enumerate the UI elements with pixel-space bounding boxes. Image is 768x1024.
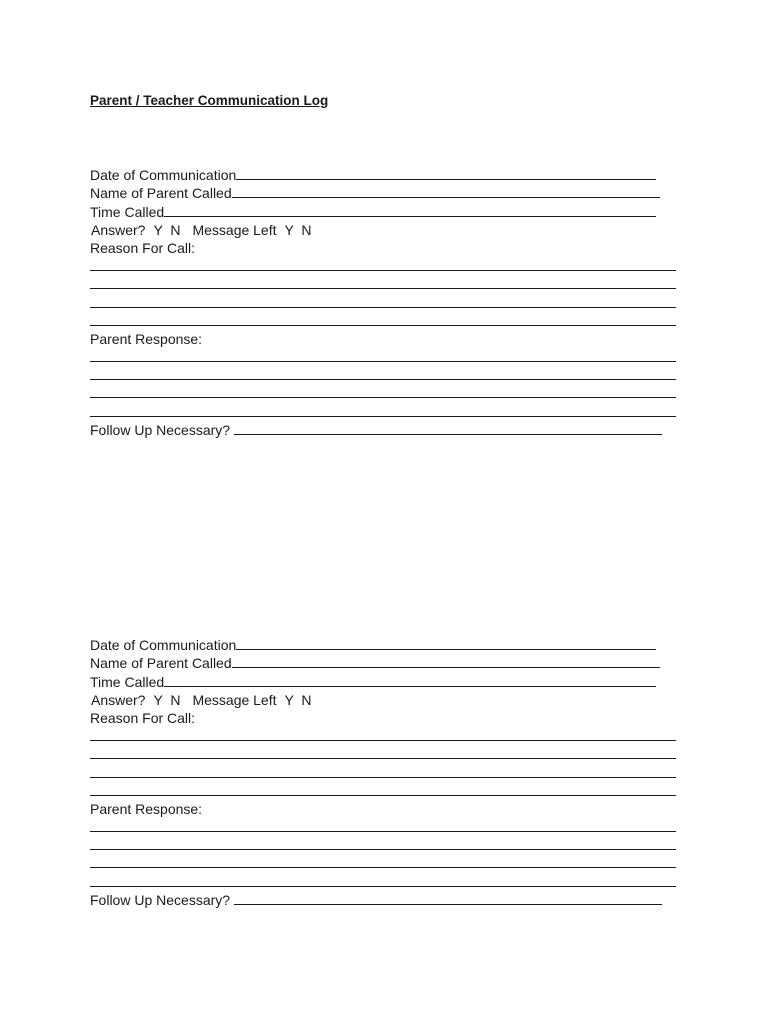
parent-name-label: Name of Parent Called xyxy=(90,185,232,202)
time-label: Time Called xyxy=(90,203,165,220)
reason-line[interactable] xyxy=(90,311,680,329)
time-label: Time Called xyxy=(90,673,165,690)
followup-row xyxy=(90,890,680,908)
followup-row xyxy=(90,420,680,438)
log-entry-1 xyxy=(90,165,680,438)
followup-label: Follow Up Necessary? xyxy=(90,421,231,438)
reason-row xyxy=(90,238,680,256)
reason-line[interactable] xyxy=(90,762,680,780)
date-row xyxy=(90,165,680,183)
log-entry-2 xyxy=(90,635,680,908)
response-line[interactable] xyxy=(90,347,680,365)
reason-line[interactable] xyxy=(90,274,680,292)
time-row xyxy=(90,671,680,689)
parent-name-blank[interactable] xyxy=(232,197,660,198)
reason-line[interactable] xyxy=(90,744,680,762)
answer-options[interactable]: Y N xyxy=(153,691,181,708)
reason-label: Reason For Call: xyxy=(90,709,196,726)
parent-name-row xyxy=(90,653,680,671)
message-left-label: Message Left xyxy=(192,221,277,238)
date-row xyxy=(90,635,680,653)
response-row xyxy=(90,799,680,817)
date-label: Date of Communication xyxy=(90,167,237,184)
reason-line[interactable] xyxy=(90,726,680,744)
response-line[interactable] xyxy=(90,401,680,419)
response-label: Parent Response: xyxy=(90,800,203,817)
response-label: Parent Response: xyxy=(90,330,203,347)
reason-label: Reason For Call: xyxy=(90,239,196,256)
reason-row xyxy=(90,708,680,726)
message-left-options[interactable]: Y N xyxy=(284,691,312,708)
date-blank[interactable] xyxy=(236,649,656,650)
reason-line[interactable] xyxy=(90,292,680,310)
reason-line[interactable] xyxy=(90,256,680,274)
response-row xyxy=(90,329,680,347)
message-left-options[interactable]: Y N xyxy=(284,221,312,238)
parent-name-label: Name of Parent Called xyxy=(90,655,232,672)
date-blank[interactable] xyxy=(236,179,656,180)
answer-row xyxy=(90,220,680,238)
answer-label: Answer? xyxy=(91,691,146,708)
followup-blank[interactable] xyxy=(234,434,662,435)
answer-label: Answer? xyxy=(91,221,146,238)
response-line[interactable] xyxy=(90,383,680,401)
followup-label: Follow Up Necessary? xyxy=(90,891,231,908)
time-blank[interactable] xyxy=(164,216,656,217)
response-line[interactable] xyxy=(90,365,680,383)
parent-name-row xyxy=(90,183,680,201)
answer-options[interactable]: Y N xyxy=(153,221,181,238)
time-row xyxy=(90,201,680,219)
reason-line[interactable] xyxy=(90,781,680,799)
parent-name-blank[interactable] xyxy=(232,667,660,668)
message-left-label: Message Left xyxy=(192,691,277,708)
date-label: Date of Communication xyxy=(90,637,237,654)
followup-blank[interactable] xyxy=(234,904,662,905)
response-line[interactable] xyxy=(90,817,680,835)
response-line[interactable] xyxy=(90,871,680,889)
response-line[interactable] xyxy=(90,853,680,871)
document-title: Parent / Teacher Communication Log xyxy=(90,93,329,108)
answer-row xyxy=(90,690,680,708)
response-line[interactable] xyxy=(90,835,680,853)
time-blank[interactable] xyxy=(164,686,656,687)
